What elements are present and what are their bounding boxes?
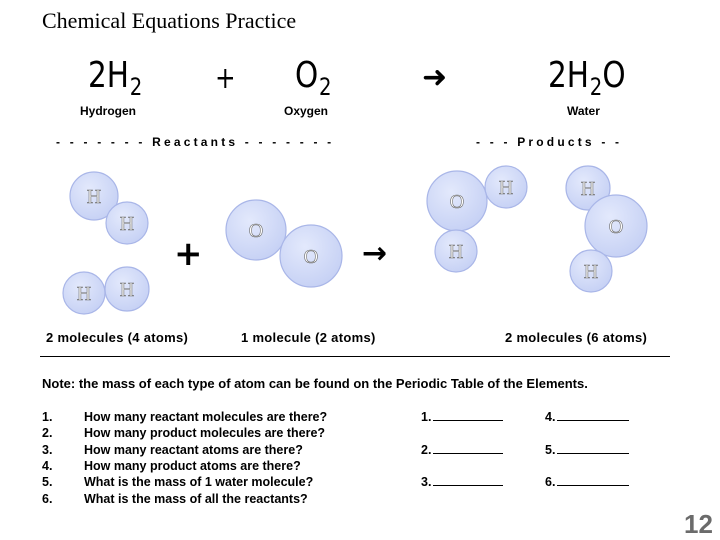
question-number: 5. [42, 475, 53, 489]
count-hydrogen: 2 molecules (4 atoms) [46, 330, 189, 345]
count-water: 2 molecules (6 atoms) [505, 330, 648, 345]
answer-blank-4[interactable]: 4. [545, 410, 629, 424]
question-number: 3. [42, 443, 53, 457]
answer-blank-5[interactable]: 5. [545, 443, 629, 457]
atom-label: H [119, 279, 135, 301]
atom-label: H [119, 213, 135, 235]
formula-hydrogen: $2H_2$ [88, 55, 143, 101]
equation-plus: + [215, 61, 236, 96]
atom-label: O [608, 216, 624, 238]
atom-label: H [498, 177, 514, 199]
label-water: Water [567, 104, 600, 118]
diagram-plus: + [174, 234, 203, 274]
atom-label: O [449, 191, 465, 213]
label-oxygen: Oxygen [284, 104, 329, 118]
divider [40, 356, 670, 357]
page-title: Chemical Equations Practice [42, 8, 297, 33]
answer-blank-1[interactable]: 1. [421, 410, 503, 424]
formula-oxygen: $O_2$ [295, 55, 332, 101]
atom-label: O [303, 246, 319, 268]
count-oxygen: 1 molecule (2 atoms) [241, 330, 376, 345]
formula-water: $2H_2O$ [548, 55, 626, 101]
atom-label: H [580, 178, 596, 200]
question-number: 4. [42, 459, 53, 473]
answer-blank-2[interactable]: 2. [421, 443, 503, 457]
atom-label: H [583, 261, 599, 283]
question-text: How many product molecules are there? [84, 426, 326, 440]
question-text: What is the mass of all the reactants? [84, 492, 308, 506]
question-text: How many product atoms are there? [84, 459, 301, 473]
note-text: Note: the mass of each type of atom can be found on the Periodic Table of the Elements. [42, 376, 588, 391]
question-text: How many reactant molecules are there? [84, 410, 328, 424]
question-number: 6. [42, 492, 53, 506]
question-number: 2. [42, 426, 53, 440]
reactants-heading: - - - - - - - Reactants - - - - - - - [56, 135, 335, 149]
question-text: How many reactant atoms are there? [84, 443, 303, 457]
products-heading: - - - Products - - [476, 135, 623, 149]
diagram-arrow-icon: → [362, 236, 388, 271]
answer-blank-6[interactable]: 6. [545, 475, 629, 489]
label-hydrogen: Hydrogen [80, 104, 137, 118]
atom-label: H [76, 283, 92, 305]
atom-label: H [86, 186, 102, 208]
atom-label: O [248, 220, 264, 242]
question-text: What is the mass of 1 water molecule? [84, 475, 314, 489]
atom-label: H [448, 241, 464, 263]
equation-arrow-icon: ➜ [422, 60, 448, 95]
question-number: 1. [42, 410, 53, 424]
page-number: 12 [684, 509, 713, 539]
answer-blank-3[interactable]: 3. [421, 475, 503, 489]
